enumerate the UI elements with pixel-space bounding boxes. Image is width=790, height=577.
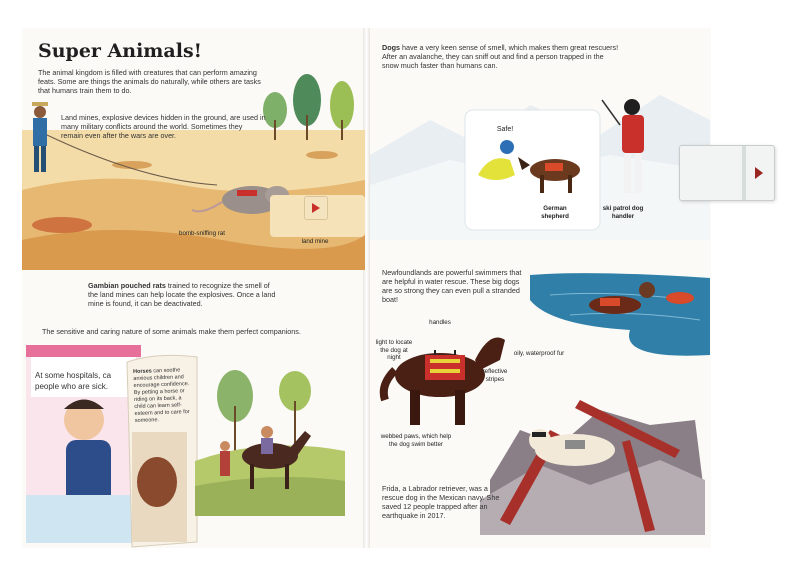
landmines-text: Land mines, explosive devices hidden in the ground, are used in many military conflicts around the world. Sometimes they remain even after the wars are over.	[61, 113, 266, 140]
rats-text	[88, 281, 276, 308]
dogs-text	[382, 43, 622, 70]
newfoundland-text: Newfoundlands are powerful swimmers that are helpful in water rescue. These big dogs are so strong they can even pull a stranded boat!	[382, 268, 522, 304]
handles-label: handles	[429, 319, 451, 326]
horses-bold: Horses	[133, 368, 152, 376]
pull-tab-right[interactable]	[679, 145, 775, 201]
frida-text: Frida, a Labrador retriever, was a rescue dog in the Mexican navy. She saved 12 people trapped after an earthquake in 2017.	[382, 484, 500, 520]
horse-scene	[195, 366, 345, 516]
hospital-line-2: people who are sick.	[35, 382, 108, 391]
hospital-line-1: At some hospitals, ca	[35, 371, 112, 380]
right-arrow-icon	[754, 166, 764, 180]
rats-bold: Gambian pouched rats	[88, 281, 166, 290]
dogs-body: have a very keen sense of smell, which makes them great rescuers! After an avalanche, they can sniff out and find a person trapped in the snow much faster than humans can.	[382, 43, 619, 70]
fur-label: oily, waterproof fur	[513, 350, 565, 357]
landmine-label: land mine	[301, 238, 329, 245]
horses-body: can soothe anxious children and encourage confidence. By petting a horse or riding on its back, a child can learn self-esteem and to care for someone.	[133, 367, 190, 424]
rat-label: bomb-sniffing rat	[179, 230, 225, 237]
stripes-label: reflective stripes	[482, 368, 508, 383]
patrol-label: ski patrol dog handler	[602, 205, 644, 220]
paws-label: webbed paws, which help the dog swim better	[380, 433, 452, 448]
pull-tab[interactable]	[304, 196, 328, 220]
rats-body: trained to recognize the smell of the land mines can help locate the explosives. Once a land mine is found, it can be deactivated.	[88, 281, 276, 308]
hospital-text	[35, 370, 125, 392]
dogs-bold: Dogs	[382, 43, 400, 52]
rubble-scene	[480, 390, 705, 535]
page-title: Super Animals!	[38, 40, 202, 62]
light-label: light to locate the dog at night	[375, 339, 413, 361]
shepherd-label: German shepherd	[541, 205, 569, 220]
intro-text: The animal kingdom is filled with creatures that can perform amazing feats. Some are things the animals do naturally, while others are tasks that humans train them to do.	[38, 68, 261, 95]
safe-label: Safe!	[496, 126, 514, 133]
companions-text: The sensitive and caring nature of some animals make them perfect companions.	[42, 327, 301, 336]
horses-text	[133, 367, 193, 425]
pull-tab-stripe	[742, 146, 746, 200]
right-arrow-icon	[311, 202, 321, 214]
